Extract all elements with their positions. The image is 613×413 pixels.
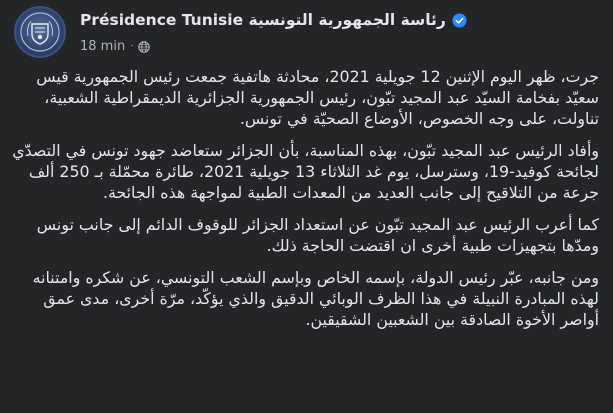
meta-separator: · <box>130 41 134 52</box>
post-timestamp[interactable]: 18 min <box>80 39 126 54</box>
post-header <box>14 6 604 58</box>
post-paragraph: جرت، ظهر اليوم الإثنين 12 جويلية 2021، محادثة هاتفية جمعت رئيس الجمهورية قيس سعيّد بفخامة السيّد عبد المجيد تبّون، رئيس الجمهورية الجزائرية الديمقراطية الشعبية، تناولت، على وجه الخصوص، الأوضاع الصحيّة في تونس. <box>36 67 599 128</box>
page-name-link[interactable]: Présidence Tunisie رئاسة الجمهورية التونسية <box>80 11 446 29</box>
post-text <box>11 66 599 341</box>
post-paragraph: ومن جانبه، عبّر رئيس الدولة، بإسمه الخاص وبإسم الشعب التونسي، عن شكره وامتنانه لهذه المبادرة النبيلة في هذا الظرف الوبائي الدقيق والذي يؤكّد، مرّة أخرى، مدى عمق أواصر الأخوة الصادقة بين الشعبين الشقيقين. <box>32 268 599 329</box>
post-paragraph: كما أعرب الرئيس عبد المجيد تبّون عن استعداد الجزائر للوقوف الدائم إلى جانب تونس ومدّها بتجهيزات طبية أخرى ان اقتضت الحاجة ذلك. <box>36 215 599 255</box>
globe-icon[interactable] <box>138 41 150 53</box>
page-avatar[interactable] <box>14 6 66 58</box>
page-name-row <box>80 10 467 30</box>
presidential-emblem-icon <box>14 6 66 58</box>
post-paragraph: وأفاد الرئيس عبد المجيد تبّون، بهذه المناسبة، بأن الجزائر ستعاضد جهود تونس في التصدّي لجائحة كوفيد-19، وسترسل، يوم غد الثلاثاء 13 جويلية 2021، طائرة محمّلة بـ 250 ألف جرعة من التلاقيح إلى جانب العديد من المعدات الطبية لمواجهة هذه الجائحة. <box>12 141 599 202</box>
verified-badge-icon <box>452 13 467 28</box>
post-meta <box>80 39 150 55</box>
